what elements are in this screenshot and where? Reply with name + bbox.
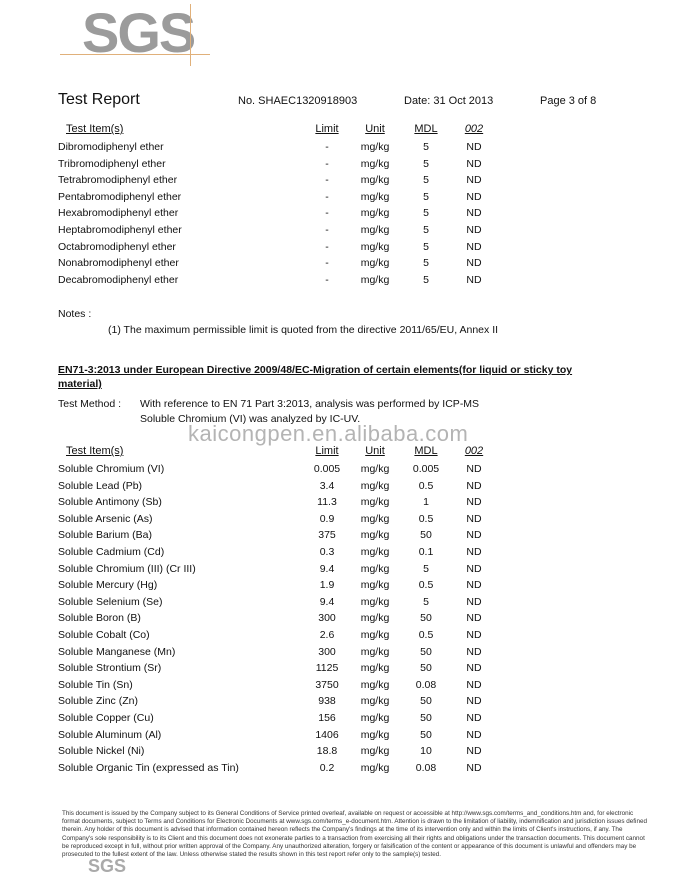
cell-limit: 938	[318, 695, 336, 708]
test-method-line: With reference to EN 71 Part 3:2013, analysis was performed by ICP-MS	[140, 398, 480, 410]
cell-unit: mg/kg	[360, 612, 390, 625]
cell-unit: mg/kg	[360, 463, 390, 475]
cell-mdl: 5	[423, 595, 429, 608]
cell-result: ND	[466, 612, 482, 625]
cell-result: ND	[466, 463, 482, 475]
cell-limit: 300	[318, 612, 336, 625]
cell-mdl: 0.1	[418, 546, 434, 558]
cell-item: Decabromodiphenyl ether	[58, 273, 179, 286]
cell-mdl: 0.5	[418, 629, 434, 641]
cell-limit: -	[325, 141, 329, 153]
cell-limit: 11.3	[317, 496, 337, 509]
cell-unit: mg/kg	[360, 678, 390, 691]
cell-item: Soluble Lead (Pb)	[58, 479, 143, 492]
cell-result: ND	[466, 174, 482, 187]
cell-limit: 2.6	[319, 629, 335, 641]
cell-unit: mg/kg	[360, 141, 390, 153]
cell-unit: mg/kg	[360, 712, 390, 724]
cell-mdl: 50	[420, 712, 432, 724]
cell-limit: -	[325, 240, 329, 253]
cell-mdl: 5	[423, 141, 429, 153]
cell-limit: 0.005	[313, 463, 341, 475]
cell-limit: -	[325, 157, 329, 170]
cell-mdl: 0.08	[415, 761, 437, 774]
cell-limit: 0.2	[319, 761, 335, 774]
cell-item: Soluble Cadmium (Cd)	[58, 546, 165, 558]
cell-mdl: 0.005	[412, 463, 440, 475]
cell-result: ND	[466, 512, 482, 525]
cell-unit: mg/kg	[360, 224, 390, 236]
cell-result: ND	[466, 579, 482, 592]
cell-mdl: 5	[423, 190, 429, 203]
cell-unit: mg/kg	[360, 273, 390, 286]
cell-unit: mg/kg	[360, 579, 390, 592]
cell-limit: 375	[318, 529, 336, 542]
cell-item: Soluble Barium (Ba)	[58, 529, 152, 542]
column-header-mdl: MDL	[414, 445, 438, 457]
cell-unit: mg/kg	[360, 240, 390, 253]
cell-item: Soluble Chromium (III) (Cr III)	[58, 562, 196, 575]
report-date: Date: 31 Oct 2013	[404, 95, 494, 107]
cell-result: ND	[466, 479, 482, 492]
cell-mdl: 1	[423, 496, 429, 509]
cell-mdl: 0.5	[418, 512, 434, 525]
cell-result: ND	[466, 595, 482, 608]
logo-rule-horizontal	[60, 54, 210, 55]
cell-mdl: 50	[420, 645, 432, 658]
cell-unit: mg/kg	[360, 695, 390, 708]
cell-result: ND	[466, 662, 482, 675]
cell-limit: 9.4	[319, 595, 335, 608]
cell-mdl: 0.08	[415, 678, 437, 691]
cell-item: Soluble Zinc (Zn)	[58, 695, 138, 708]
cell-result: ND	[466, 728, 482, 741]
cell-unit: mg/kg	[360, 479, 390, 492]
cell-unit: mg/kg	[360, 157, 390, 170]
cell-mdl: 50	[420, 695, 432, 708]
note-item: (1) The maximum permissible limit is quoted from the directive 2011/65/EU, Annex II	[108, 324, 499, 336]
test-method-line: Soluble Chromium (VI) was analyzed by IC-UV.	[140, 413, 361, 425]
cell-item: Heptabromodiphenyl ether	[58, 224, 182, 236]
cell-limit: -	[325, 207, 329, 220]
cell-item: Dibromodiphenyl ether	[58, 141, 164, 153]
cell-item: Tribromodiphenyl ether	[58, 157, 166, 170]
cell-item: Soluble Nickel (Ni)	[58, 745, 145, 758]
cell-mdl: 5	[423, 224, 429, 236]
column-header-mdl: MDL	[414, 123, 438, 135]
cell-item: Octabromodiphenyl ether	[58, 240, 176, 253]
cell-mdl: 5	[423, 207, 429, 220]
cell-item: Soluble Antimony (Sb)	[58, 496, 162, 509]
cell-mdl: 0.5	[418, 579, 434, 592]
cell-mdl: 5	[423, 273, 429, 286]
notes-label: Notes :	[58, 308, 92, 320]
cell-limit: 3750	[315, 678, 339, 691]
sgs-logo	[60, 1, 220, 66]
cell-mdl: 5	[423, 240, 429, 253]
cell-unit: mg/kg	[360, 728, 390, 741]
cell-result: ND	[466, 745, 482, 758]
cell-result: ND	[466, 529, 482, 542]
cell-unit: mg/kg	[360, 645, 390, 658]
cell-mdl: 5	[423, 174, 429, 187]
column-header-limit: Limit	[315, 445, 339, 457]
cell-limit: 300	[318, 645, 336, 658]
cell-mdl: 50	[420, 612, 432, 625]
section-title: EN71-3:2013 under European Directive 2009/48/EC-Migration of certain elements(for liquid or sticky toy material)	[58, 364, 573, 390]
cell-result: ND	[466, 207, 482, 220]
cell-result: ND	[466, 546, 482, 558]
cell-result: ND	[466, 761, 482, 774]
column-header-unit: Unit	[365, 123, 385, 135]
report-title: Test Report	[58, 91, 140, 108]
cell-limit: 1.9	[319, 579, 335, 592]
cell-item: Soluble Arsenic (As)	[58, 512, 153, 525]
cell-item: Pentabromodiphenyl ether	[58, 190, 182, 203]
test-method-label: Test Method :	[58, 398, 122, 410]
cell-result: ND	[466, 224, 482, 236]
cell-limit: -	[325, 273, 329, 286]
cell-item: Soluble Boron (B)	[58, 612, 141, 625]
cell-unit: mg/kg	[360, 745, 390, 758]
cell-item: Soluble Tin (Sn)	[58, 678, 133, 691]
cell-unit: mg/kg	[360, 562, 390, 575]
cell-mdl: 5	[423, 157, 429, 170]
column-header-unit: Unit	[365, 445, 385, 457]
cell-unit: mg/kg	[360, 174, 390, 187]
footer-disclaimer: This document is issued by the Company subject to its General Conditions of Service printed overleaf, available on request or accessible at http://www.sgs.com/terms_and_conditions.htm and, for electronic format documents, subject to Terms and Conditions for Electronic Documents at www.sgs.com/terms_e-document.htm. Attention is drawn to the limitation of liability, indemnification and jurisdiction issues defined therein. Any holder of this document is advised that information contained hereon reflects the Company's findings at the time of its intervention only and within the limits of Client's instructions, if any. The Company's sole responsibility is to its Client and this document does not exonerate parties to a transaction from exercising all their rights and obligations under the transaction documents. This document cannot be reproduced except in full, without prior written approval of the Company. Any unauthorized alteration, forgery or falsification of the content or appearance of this document is unlawful and offenders may be prosecuted to the fullest extent of the law. Unless otherwise stated the results shown in this test report refer only to the sample(s) tested.	[62, 810, 647, 859]
cell-limit: -	[325, 190, 329, 203]
cell-unit: mg/kg	[360, 662, 390, 675]
cell-result: ND	[466, 141, 482, 153]
logo-text: SGS	[82, 1, 195, 64]
column-header-limit: Limit	[315, 123, 339, 135]
cell-unit: mg/kg	[360, 190, 390, 203]
cell-item: Soluble Cobalt (Co)	[58, 629, 150, 641]
cell-unit: mg/kg	[360, 761, 390, 774]
cell-limit: 3.4	[319, 479, 335, 492]
cell-unit: mg/kg	[360, 529, 390, 542]
cell-limit: -	[325, 174, 329, 187]
cell-limit: 9.4	[319, 562, 335, 575]
cell-result: ND	[466, 157, 482, 170]
cell-item: Soluble Mercury (Hg)	[58, 579, 158, 592]
cell-limit: 156	[318, 712, 336, 724]
cell-result: ND	[466, 273, 482, 286]
cell-result: ND	[466, 645, 482, 658]
cell-result: ND	[466, 562, 482, 575]
cell-result: ND	[466, 695, 482, 708]
column-header-result: 002	[464, 445, 484, 457]
cell-unit: mg/kg	[360, 595, 390, 608]
cell-item: Soluble Strontium (Sr)	[58, 662, 162, 675]
cell-unit: mg/kg	[360, 257, 390, 270]
cell-item: Soluble Copper (Cu)	[58, 712, 154, 724]
cell-result: ND	[466, 240, 482, 253]
cell-result: ND	[466, 629, 482, 641]
cell-result: ND	[466, 496, 482, 509]
cell-mdl: 50	[420, 662, 432, 675]
cell-unit: mg/kg	[360, 496, 390, 509]
report-number: No. SHAEC1320918903	[238, 95, 358, 107]
cell-item: Soluble Aluminum (Al)	[58, 728, 162, 741]
cell-limit: 1406	[315, 728, 339, 741]
cell-limit: 18.8	[316, 745, 338, 758]
cell-item: Nonabromodiphenyl ether	[58, 257, 179, 270]
cell-limit: 0.9	[319, 512, 335, 525]
cell-mdl: 0.5	[418, 479, 434, 492]
column-header-item: Test Item(s)	[66, 123, 124, 135]
cell-mdl: 50	[420, 728, 432, 741]
cell-item: Tetrabromodiphenyl ether	[58, 174, 178, 187]
cell-item: Soluble Manganese (Mn)	[58, 645, 176, 658]
cell-limit: -	[325, 257, 329, 270]
cell-unit: mg/kg	[360, 546, 390, 558]
cell-mdl: 5	[423, 562, 429, 575]
cell-result: ND	[466, 678, 482, 691]
cell-unit: mg/kg	[360, 207, 390, 220]
cell-unit: mg/kg	[360, 512, 390, 525]
cell-mdl: 50	[420, 529, 432, 542]
cell-result: ND	[466, 190, 482, 203]
cell-item: Soluble Selenium (Se)	[58, 595, 163, 608]
cell-unit: mg/kg	[360, 629, 390, 641]
column-header-item: Test Item(s)	[66, 445, 124, 457]
cell-limit: -	[325, 224, 329, 236]
cell-item: Soluble Organic Tin (expressed as Tin)	[58, 761, 239, 774]
cell-item: Hexabromodiphenyl ether	[58, 207, 179, 220]
cell-limit: 1125	[315, 662, 339, 675]
watermark: kaicongpen.en.alibaba.com	[188, 421, 469, 446]
page-number: Page 3 of 8	[540, 95, 597, 107]
cell-result: ND	[466, 712, 482, 724]
logo-rule-vertical	[190, 4, 191, 66]
cell-mdl: 5	[423, 257, 429, 270]
cell-limit: 0.3	[319, 546, 335, 558]
column-header-result: 002	[464, 123, 484, 135]
cell-mdl: 10	[420, 745, 432, 758]
footer-logo: SGS	[88, 856, 127, 876]
cell-item: Soluble Chromium (VI)	[58, 463, 165, 475]
cell-result: ND	[466, 257, 482, 270]
